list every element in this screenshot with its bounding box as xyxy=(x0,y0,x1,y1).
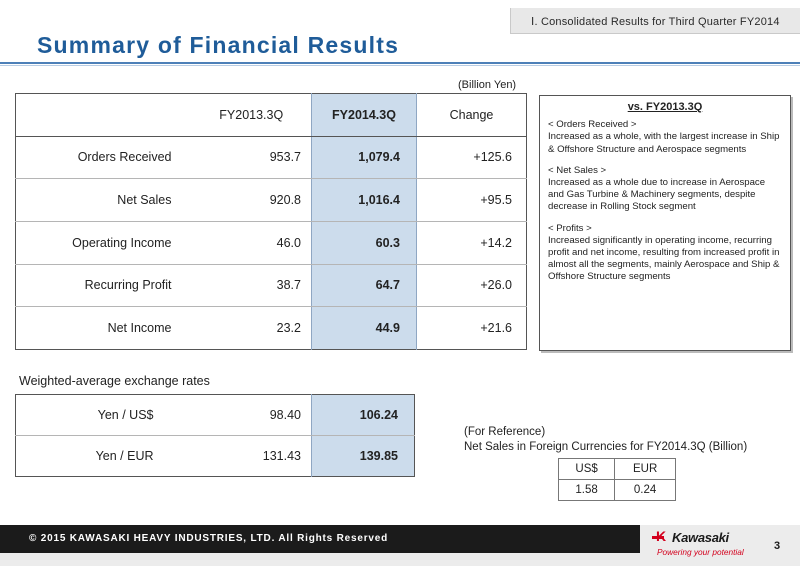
table-row xyxy=(16,264,527,307)
row-label: Operating Income xyxy=(16,221,192,264)
row-label: Yen / US$ xyxy=(16,395,196,436)
table-row xyxy=(16,436,415,477)
reference-line-1: (For Reference) xyxy=(464,426,546,438)
fy2013-rate: 98.40 xyxy=(196,395,312,436)
kawasaki-logo xyxy=(652,530,752,560)
table-row xyxy=(16,136,527,179)
column-header-change: Change xyxy=(417,94,527,137)
fy2014-rate: 139.85 xyxy=(312,436,415,477)
fy2014-value: 44.9 xyxy=(312,307,417,350)
page-title: Summary of Financial Results xyxy=(37,32,400,58)
change-value: +125.6 xyxy=(417,136,527,179)
column-header-fy2013: FY2013.3Q xyxy=(192,94,312,137)
fy2014-value: 60.3 xyxy=(312,221,417,264)
fy2014-value: 1,016.4 xyxy=(312,179,417,222)
note-net-sales xyxy=(548,165,782,214)
fy2013-value: 23.2 xyxy=(276,321,301,336)
note-text: Increased as a whole, with the largest increase in Ship & Offshore Structure and Aerospace segments xyxy=(548,131,780,155)
eur-value: 0.24 xyxy=(615,480,676,501)
exchange-rates-label: Weighted-average exchange rates xyxy=(19,374,210,388)
table-row xyxy=(16,221,527,264)
table-row xyxy=(559,480,676,501)
column-header-fy2014: FY2014.3Q xyxy=(312,94,417,137)
fy2014-value: 64.7 xyxy=(312,264,417,307)
notes-title: vs. FY2013.3Q xyxy=(627,101,703,113)
fy2013-value: 46.0 xyxy=(192,221,312,264)
fy2013-rate: 131.43 xyxy=(262,449,301,463)
row-label: Net Sales xyxy=(16,179,192,222)
fy2013-value: 953.7 xyxy=(192,136,312,179)
row-label: Recurring Profit xyxy=(16,264,192,307)
fy2013-value: 920.8 xyxy=(192,179,312,222)
table-row xyxy=(16,395,415,436)
column-header-eur: EUR xyxy=(615,459,676,480)
financial-results-table xyxy=(15,93,527,350)
column-header-usd: US$ xyxy=(559,459,615,480)
note-text: Increased significantly in operating income, recurring profit and net income, resulting from increased profit in almost all the segments, mainly Aerospace and Ship & Offshore Structure segments xyxy=(548,234,780,283)
change-value: +21.6 xyxy=(480,321,512,336)
copyright: © 2015 KAWASAKI HEAVY INDUSTRIES, LTD. All Rights Reserved xyxy=(29,533,389,544)
unit-note: (Billion Yen) xyxy=(458,79,517,91)
note-profits xyxy=(548,223,782,284)
row-label: Orders Received xyxy=(16,136,192,179)
note-heading: < Profits > xyxy=(548,222,592,234)
note-heading: < Orders Received > xyxy=(548,119,637,131)
note-text: Increased as a whole due to increase in Aerospace and Gas Turbine & Machinery segments, despite decrease in Rolling Stock segment xyxy=(548,177,766,213)
table-row xyxy=(16,307,527,350)
foreign-currency-table xyxy=(558,458,676,501)
header-blank-cell xyxy=(16,94,192,137)
row-label: Yen / EUR xyxy=(95,449,154,463)
table-header-row xyxy=(16,94,527,137)
fy2014-value: 1,079.4 xyxy=(312,136,417,179)
title-divider-light xyxy=(0,65,800,66)
reference-note xyxy=(464,425,747,454)
reference-line-2: Net Sales in Foreign Currencies for FY2014.3Q (Billion) xyxy=(464,440,748,453)
note-orders-received xyxy=(548,119,782,156)
change-value: +95.5 xyxy=(417,179,527,222)
logo-tagline: Powering your potential xyxy=(657,547,744,557)
logo-mark-letter: K xyxy=(656,528,667,544)
fy2013-value: 38.7 xyxy=(192,264,312,307)
section-label: Ⅰ. Consolidated Results for Third Quarter FY2014 xyxy=(510,8,800,34)
logo-name: Kawasaki xyxy=(672,530,729,545)
comparison-notes-box xyxy=(539,95,791,351)
fy2014-rate: 106.24 xyxy=(312,395,415,436)
page-number: 3 xyxy=(774,540,781,552)
note-heading: < Net Sales > xyxy=(548,164,607,176)
table-header-row xyxy=(559,459,676,480)
row-label: Net Income xyxy=(107,321,172,336)
change-value: +26.0 xyxy=(417,264,527,307)
exchange-rates-table xyxy=(15,394,415,477)
title-divider xyxy=(0,62,800,64)
table-row xyxy=(16,179,527,222)
usd-value: 1.58 xyxy=(559,480,615,501)
logo-mark-icon xyxy=(652,528,667,545)
change-value: +14.2 xyxy=(417,221,527,264)
